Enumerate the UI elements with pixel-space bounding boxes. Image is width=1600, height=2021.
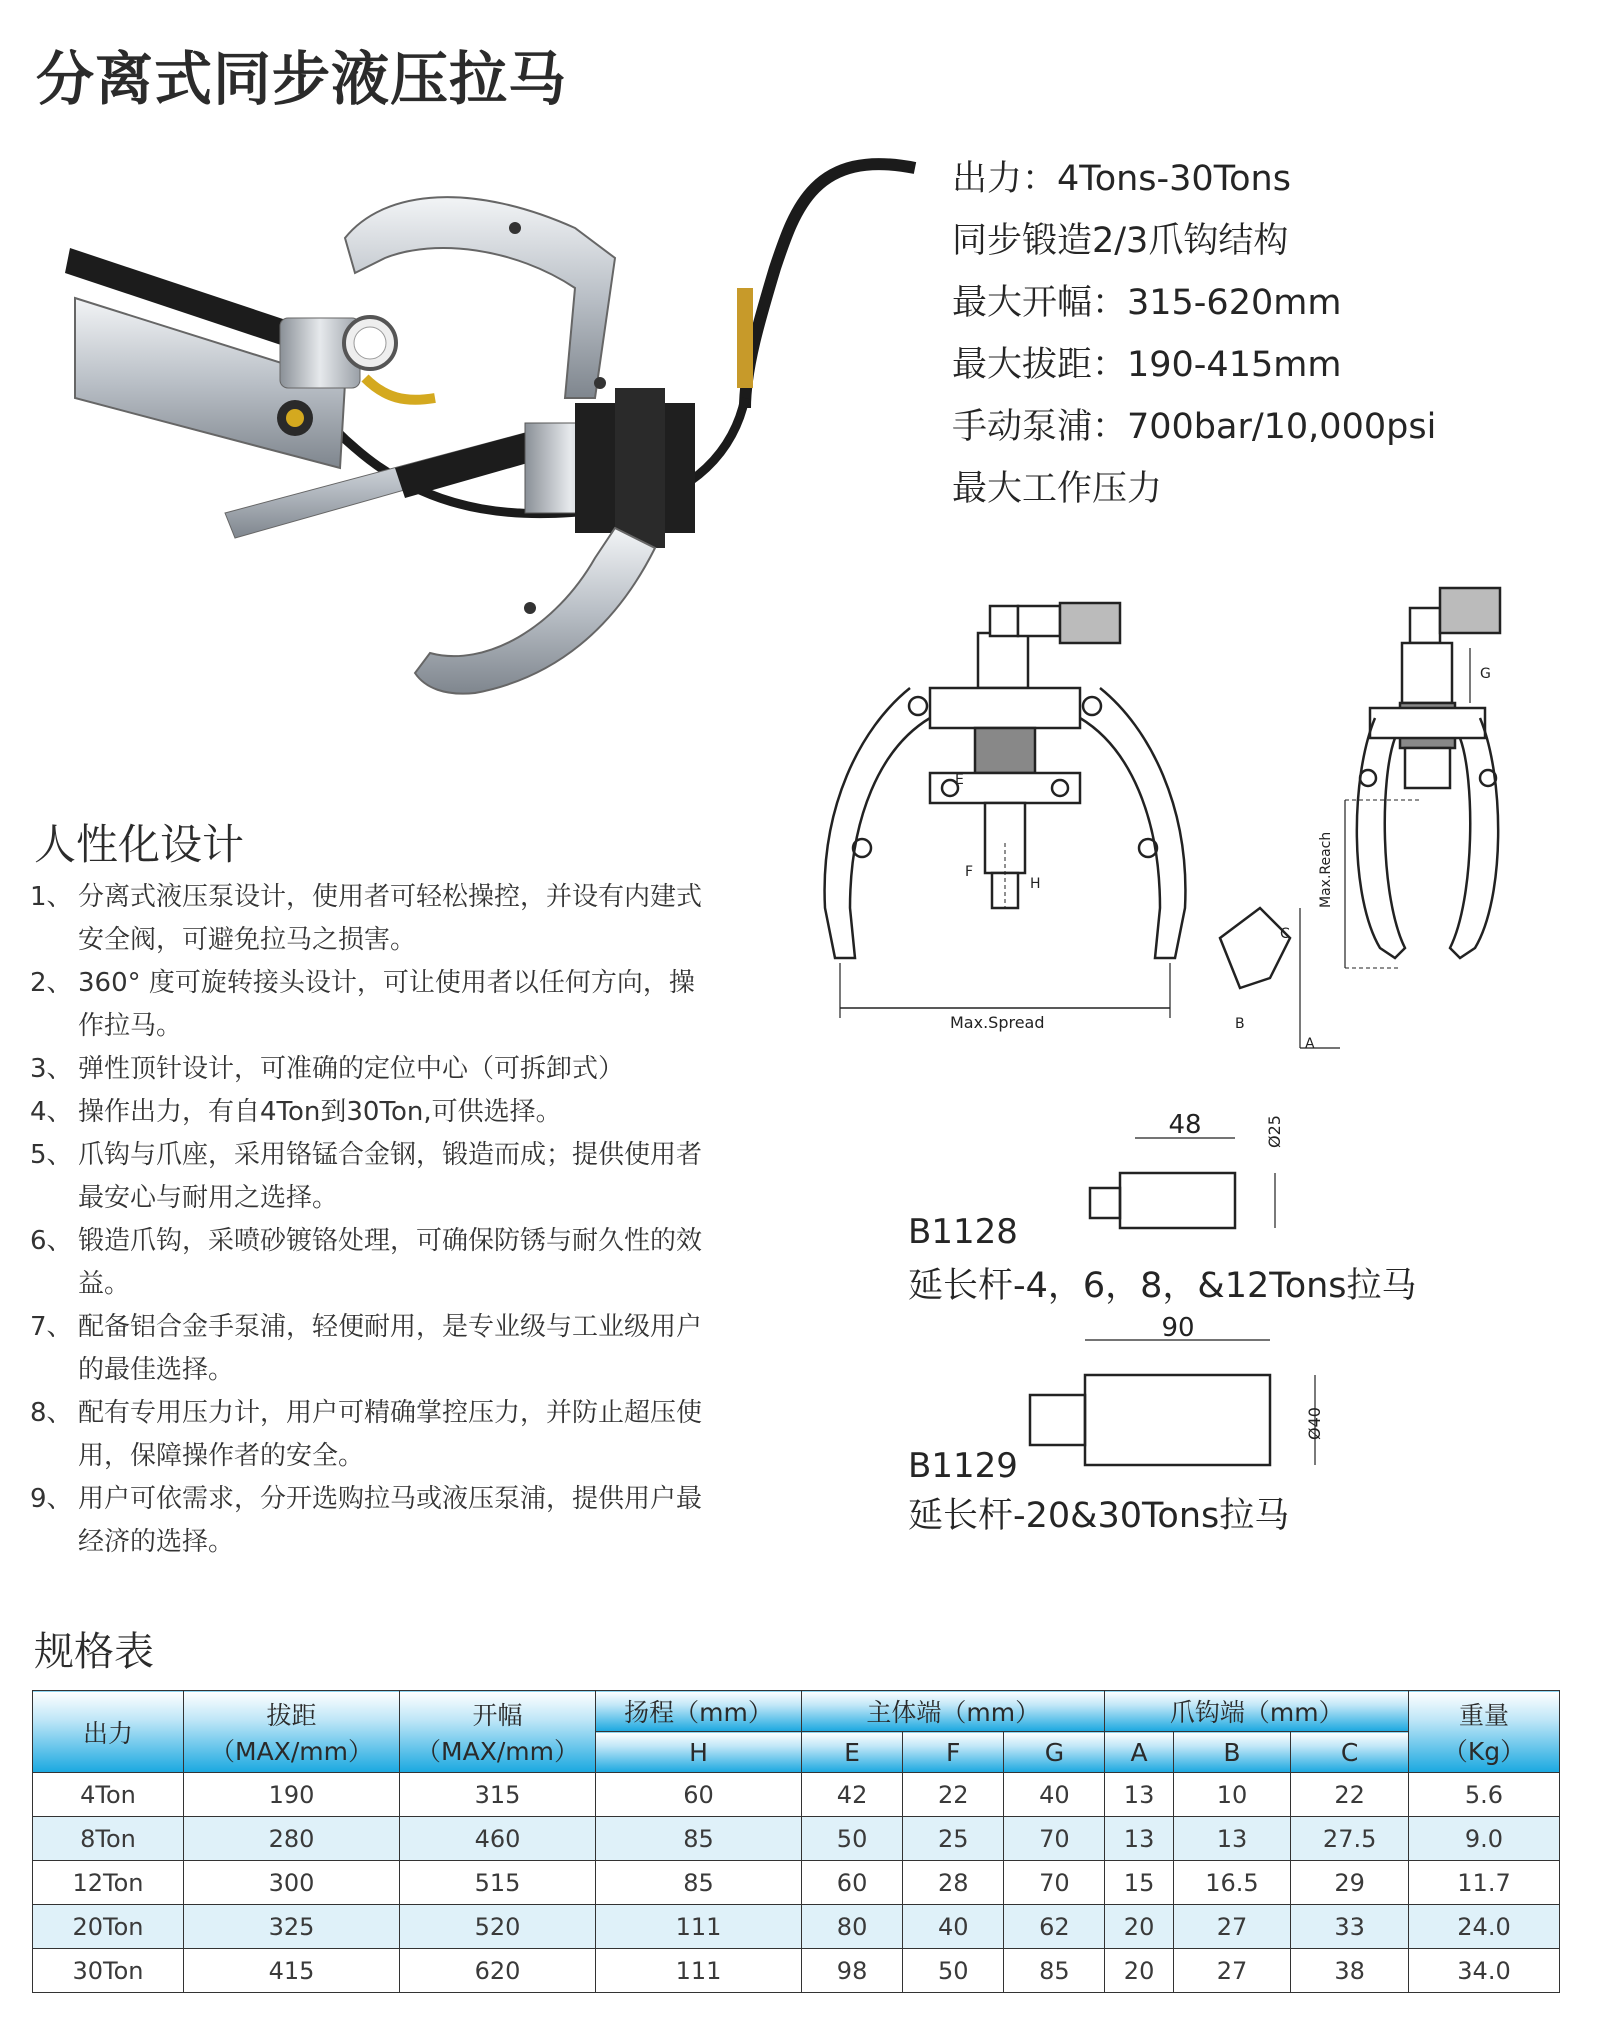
- cell: 42: [802, 1773, 903, 1817]
- extension-code: B1129: [908, 1446, 1018, 1486]
- extension-b1129-drawing: [1020, 1313, 1340, 1480]
- label-h: H: [1030, 876, 1041, 892]
- table-row: [33, 1817, 1560, 1861]
- col-c: C: [1291, 1732, 1409, 1773]
- cell: 12Ton: [33, 1861, 184, 1905]
- cell: 85: [596, 1861, 802, 1905]
- b1129-length: 90: [1161, 1313, 1195, 1343]
- item-text: 配备铝合金手泵浦，轻便耐用，是专业级与工业级用户的最佳选择。: [78, 1312, 703, 1385]
- spec-output: 出力：4Tons-30Tons: [952, 159, 1291, 199]
- col-reach: 拔距 （MAX/mm）: [184, 1691, 400, 1773]
- cell: 20Ton: [33, 1905, 184, 1949]
- label-g: G: [1480, 666, 1491, 682]
- cell: 515: [400, 1861, 596, 1905]
- cell: 111: [596, 1949, 802, 1993]
- cell: 16.5: [1173, 1861, 1291, 1905]
- spec-max-spread: 最大开幅：315-620mm: [952, 283, 1342, 323]
- extension-description: 延长杆-4，6，8，&12Tons拉马: [908, 1266, 1417, 1306]
- cell: 50: [802, 1817, 903, 1861]
- list-item: [30, 1134, 710, 1220]
- spec-max-reach: 最大拔距：190-415mm: [952, 345, 1342, 385]
- cell: 190: [184, 1773, 400, 1817]
- cell: 111: [596, 1905, 802, 1949]
- item-text: 分离式液压泵设计，使用者可轻松操控，并设有内建式安全阀，可避免拉马之损害。: [78, 882, 703, 955]
- item-number: 4、: [30, 1097, 73, 1127]
- cell: 415: [184, 1949, 400, 1993]
- spec-hand-pump: 手动泵浦：700bar/10,000psi: [952, 407, 1437, 447]
- list-item: [30, 1392, 710, 1478]
- item-text: 360° 度可旋转接头设计，可让使用者以任何方向，操作拉马。: [78, 968, 695, 1041]
- item-text: 弹性顶针设计，可准确的定位中心（可拆卸式）: [78, 1054, 625, 1084]
- item-number: 1、: [30, 882, 73, 912]
- cell: 325: [184, 1905, 400, 1949]
- cell: 13: [1105, 1817, 1173, 1861]
- item-text: 爪钩与爪座，采用铬锰合金钢，锻造而成；提供使用者最安心与耐用之选择。: [78, 1140, 703, 1213]
- item-number: 9、: [30, 1484, 73, 1514]
- cell: 13: [1105, 1773, 1173, 1817]
- cell: 20: [1105, 1949, 1173, 1993]
- item-number: 6、: [30, 1226, 73, 1256]
- table-row: [33, 1773, 1560, 1817]
- spec-jaw-structure: 同步锻造2/3爪钩结构: [952, 221, 1289, 261]
- cell: 22: [903, 1773, 1004, 1817]
- b1128-diameter: Ø25: [1265, 1115, 1284, 1148]
- item-number: 5、: [30, 1140, 73, 1170]
- cell: 9.0: [1409, 1817, 1560, 1861]
- cell: 85: [1004, 1949, 1105, 1993]
- label-max-spread: Max.Spread: [950, 1013, 1045, 1032]
- cell: 28: [903, 1861, 1004, 1905]
- cell: 27: [1173, 1905, 1291, 1949]
- table-row: [33, 1949, 1560, 1993]
- col-b: B: [1173, 1732, 1291, 1773]
- col-output: 出力: [33, 1691, 184, 1773]
- col-g: G: [1004, 1732, 1105, 1773]
- table-row: [33, 1861, 1560, 1905]
- cell: 27.5: [1291, 1817, 1409, 1861]
- cell: 85: [596, 1817, 802, 1861]
- label-a: A: [1305, 1036, 1315, 1052]
- extension-code: B1128: [908, 1212, 1018, 1252]
- item-number: 3、: [30, 1054, 73, 1084]
- cell: 40: [903, 1905, 1004, 1949]
- page-title: 分离式同步液压拉马: [36, 45, 568, 113]
- cell: 38: [1291, 1949, 1409, 1993]
- list-item: [30, 1220, 710, 1306]
- cell: 300: [184, 1861, 400, 1905]
- col-a: A: [1105, 1732, 1173, 1773]
- cell: 70: [1004, 1817, 1105, 1861]
- cell: 620: [400, 1949, 596, 1993]
- spec-max-pressure: 最大工作压力: [952, 469, 1163, 509]
- list-item: [30, 962, 710, 1048]
- design-heading: 人性化设计: [34, 820, 245, 869]
- item-number: 8、: [30, 1398, 73, 1428]
- cell: 34.0: [1409, 1949, 1560, 1993]
- puller-side-diagram: [1318, 578, 1600, 1058]
- list-item: [30, 1048, 710, 1091]
- cell: 315: [400, 1773, 596, 1817]
- b1129-diameter: Ø40: [1305, 1407, 1324, 1440]
- cell: 60: [596, 1773, 802, 1817]
- cell: 280: [184, 1817, 400, 1861]
- item-text: 配有专用压力计，用户可精确掌控压力，并防止超压使用，保障操作者的安全。: [78, 1398, 703, 1471]
- cell: 25: [903, 1817, 1004, 1861]
- label-max-reach: Max.Reach: [1318, 831, 1334, 908]
- col-f: F: [903, 1732, 1004, 1773]
- cell: 15: [1105, 1861, 1173, 1905]
- item-text: 锻造爪钩，采喷砂镀铬处理，可确保防锈与耐久性的效益。: [78, 1226, 703, 1299]
- cell: 98: [802, 1949, 903, 1993]
- design-feature-list: [30, 876, 710, 1564]
- cell: 33: [1291, 1905, 1409, 1949]
- product-photo: [55, 148, 915, 728]
- list-item: [30, 876, 710, 962]
- cell: 11.7: [1409, 1861, 1560, 1905]
- cell: 520: [400, 1905, 596, 1949]
- cell: 22: [1291, 1773, 1409, 1817]
- col-h: H: [596, 1732, 802, 1773]
- item-text: 用户可依需求，分开选购拉马或液压泵浦，提供用户最经济的选择。: [78, 1484, 703, 1557]
- cell: 30Ton: [33, 1949, 184, 1993]
- col-body: 主体端（mm）: [802, 1691, 1105, 1732]
- cell: 27: [1173, 1949, 1291, 1993]
- col-spread: 开幅 （MAX/mm）: [400, 1691, 596, 1773]
- extension-b1128-drawing: [1080, 1108, 1320, 1238]
- cell: 62: [1004, 1905, 1105, 1949]
- label-f: F: [965, 864, 974, 880]
- cell: 50: [903, 1949, 1004, 1993]
- item-number: 7、: [30, 1312, 73, 1342]
- col-stroke: 扬程（mm）: [596, 1691, 802, 1732]
- spec-table: [32, 1690, 1560, 1993]
- col-jaw: 爪钩端（mm）: [1105, 1691, 1409, 1732]
- cell: 5.6: [1409, 1773, 1560, 1817]
- col-weight: 重量 （Kg）: [1409, 1691, 1560, 1773]
- col-e: E: [802, 1732, 903, 1773]
- item-text: 操作出力，有自4Ton到30Ton,可供选择。: [78, 1097, 562, 1127]
- label-e: E: [955, 772, 964, 788]
- cell: 24.0: [1409, 1905, 1560, 1949]
- list-item: [30, 1306, 710, 1392]
- cell: 80: [802, 1905, 903, 1949]
- table-heading: 规格表: [34, 1629, 154, 1675]
- cell: 60: [802, 1861, 903, 1905]
- cell: 13: [1173, 1817, 1291, 1861]
- list-item: [30, 1091, 710, 1134]
- extension-description: 延长杆-20&30Tons拉马: [908, 1496, 1290, 1536]
- cell: 20: [1105, 1905, 1173, 1949]
- b1128-length: 48: [1168, 1110, 1202, 1140]
- cell: 29: [1291, 1861, 1409, 1905]
- item-number: 2、: [30, 968, 73, 998]
- list-item: [30, 1478, 710, 1564]
- label-c: C: [1280, 926, 1290, 942]
- cell: 40: [1004, 1773, 1105, 1817]
- cell: 4Ton: [33, 1773, 184, 1817]
- puller-front-diagram: [800, 578, 1360, 1058]
- cell: 70: [1004, 1861, 1105, 1905]
- cell: 460: [400, 1817, 596, 1861]
- feature-spec-list: [952, 148, 1436, 520]
- cell: 10: [1173, 1773, 1291, 1817]
- label-b: B: [1235, 1016, 1245, 1032]
- table-row: [33, 1905, 1560, 1949]
- cell: 8Ton: [33, 1817, 184, 1861]
